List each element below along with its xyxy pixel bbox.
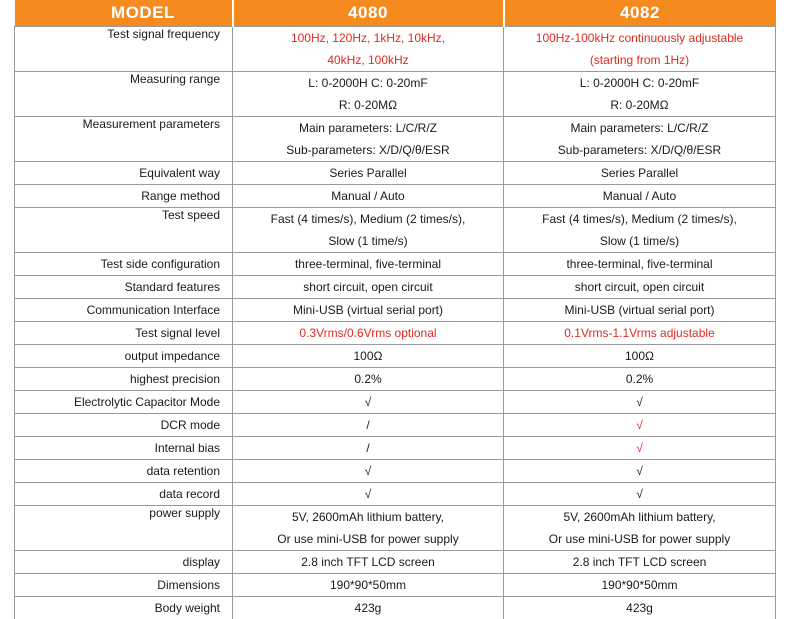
value-4082-cell: [504, 460, 776, 483]
value-4082-line: 100Hz-100kHz continuously adjustable: [512, 27, 767, 49]
value-4082-cell: [504, 299, 776, 322]
value-4080-cell: [233, 391, 504, 414]
value-4080-cell: [233, 506, 504, 551]
spec-label: Measurement parameters: [15, 117, 233, 162]
table-row: [15, 72, 776, 117]
value-4080-cell: [233, 185, 504, 208]
value-4082-line: √: [512, 391, 767, 413]
spec-label: data retention: [15, 460, 233, 483]
value-4082-line: Fast (4 times/s), Medium (2 times/s),: [512, 208, 767, 230]
value-4082-cell: [504, 162, 776, 185]
spec-label: highest precision: [15, 368, 233, 391]
value-4082-line: (starting from 1Hz): [512, 49, 767, 71]
value-4080-cell: [233, 72, 504, 117]
value-4082-line: R: 0-20MΩ: [512, 94, 767, 116]
table-row: [15, 506, 776, 551]
value-4080-cell: [233, 117, 504, 162]
value-4082-line: 423g: [512, 597, 767, 619]
spec-table-frame: [14, 0, 775, 600]
value-4082-cell: [504, 208, 776, 253]
value-4080-line: /: [241, 414, 495, 436]
value-4080-cell: [233, 460, 504, 483]
value-4082-cell: [504, 414, 776, 437]
table-row: [15, 574, 776, 597]
table-row: [15, 460, 776, 483]
value-4080-line: L: 0-2000H C: 0-20mF: [241, 72, 495, 94]
table-row: [15, 299, 776, 322]
spec-label: Measuring range: [15, 72, 233, 117]
value-4082-line: three-terminal, five-terminal: [512, 253, 767, 275]
value-4082-line: Slow (1 time/s): [512, 230, 767, 252]
value-4080-line: Sub-parameters: X/D/Q/θ/ESR: [241, 139, 495, 161]
spec-label: power supply: [15, 506, 233, 551]
spec-label: Test speed: [15, 208, 233, 253]
value-4080-line: Slow (1 time/s): [241, 230, 495, 252]
value-4082-cell: [504, 551, 776, 574]
table-row: [15, 551, 776, 574]
table-row: [15, 345, 776, 368]
table-row: [15, 483, 776, 506]
value-4080-line: 190*90*50mm: [241, 574, 495, 596]
spec-comparison-table: [14, 0, 776, 619]
table-row: [15, 208, 776, 253]
value-4082-line: Sub-parameters: X/D/Q/θ/ESR: [512, 139, 767, 161]
value-4080-line: 423g: [241, 597, 495, 619]
value-4080-cell: [233, 437, 504, 460]
value-4080-line: 100Hz, 120Hz, 1kHz, 10kHz,: [241, 27, 495, 49]
table-row: [15, 253, 776, 276]
value-4080-cell: [233, 574, 504, 597]
value-4082-cell: [504, 117, 776, 162]
table-row: [15, 27, 776, 72]
value-4080-line: √: [241, 391, 495, 413]
value-4082-line: √: [512, 483, 767, 505]
value-4080-line: 0.3Vrms/0.6Vrms optional: [241, 322, 495, 344]
spec-label: Internal bias: [15, 437, 233, 460]
value-4082-cell: [504, 574, 776, 597]
value-4082-line: L: 0-2000H C: 0-20mF: [512, 72, 767, 94]
table-row: [15, 414, 776, 437]
model-4082-header: 4082: [504, 0, 776, 27]
spec-label: Test signal frequency: [15, 27, 233, 72]
value-4080-cell: [233, 551, 504, 574]
value-4080-line: √: [241, 460, 495, 482]
value-4080-line: 5V, 2600mAh lithium battery,: [241, 506, 495, 528]
spec-label: Electrolytic Capacitor Mode: [15, 391, 233, 414]
table-row: [15, 391, 776, 414]
spec-label: Equivalent way: [15, 162, 233, 185]
value-4082-cell: [504, 437, 776, 460]
value-4082-cell: [504, 322, 776, 345]
value-4080-line: Or use mini-USB for power supply: [241, 528, 495, 550]
spec-label: DCR mode: [15, 414, 233, 437]
value-4080-cell: [233, 276, 504, 299]
value-4080-line: Fast (4 times/s), Medium (2 times/s),: [241, 208, 495, 230]
value-4080-line: three-terminal, five-terminal: [241, 253, 495, 275]
table-row: [15, 117, 776, 162]
spec-label: Body weight: [15, 597, 233, 619]
value-4082-line: √: [512, 460, 767, 482]
table-row: [15, 276, 776, 299]
spec-label: Range method: [15, 185, 233, 208]
value-4080-line: 100Ω: [241, 345, 495, 367]
value-4082-cell: [504, 597, 776, 619]
value-4080-cell: [233, 299, 504, 322]
value-4082-cell: [504, 185, 776, 208]
value-4080-line: /: [241, 437, 495, 459]
value-4080-line: R: 0-20MΩ: [241, 94, 495, 116]
value-4082-line: 190*90*50mm: [512, 574, 767, 596]
model-header: MODEL: [15, 0, 233, 27]
value-4080-line: √: [241, 483, 495, 505]
value-4082-line: Manual / Auto: [512, 185, 767, 207]
value-4080-cell: [233, 597, 504, 619]
value-4082-cell: [504, 345, 776, 368]
table-body: [15, 27, 776, 619]
value-4082-line: √: [512, 414, 767, 436]
value-4082-line: Mini-USB (virtual serial port): [512, 299, 767, 321]
spec-label: display: [15, 551, 233, 574]
value-4080-line: Series Parallel: [241, 162, 495, 184]
spec-label: data record: [15, 483, 233, 506]
table-row: [15, 368, 776, 391]
value-4082-cell: [504, 27, 776, 72]
spec-label: Communication Interface: [15, 299, 233, 322]
value-4080-cell: [233, 483, 504, 506]
spec-label: Test signal level: [15, 322, 233, 345]
value-4082-line: Series Parallel: [512, 162, 767, 184]
table-row: [15, 162, 776, 185]
value-4080-line: 40kHz, 100kHz: [241, 49, 495, 71]
table-row: [15, 185, 776, 208]
value-4080-line: 2.8 inch TFT LCD screen: [241, 551, 495, 573]
value-4082-line: √: [512, 437, 767, 459]
value-4082-line: 0.2%: [512, 368, 767, 390]
table-header-row: [15, 0, 776, 27]
value-4082-cell: [504, 72, 776, 117]
value-4080-cell: [233, 368, 504, 391]
spec-label: output impedance: [15, 345, 233, 368]
value-4082-cell: [504, 368, 776, 391]
spec-label: Dimensions: [15, 574, 233, 597]
value-4080-cell: [233, 322, 504, 345]
value-4082-cell: [504, 483, 776, 506]
value-4080-line: short circuit, open circuit: [241, 276, 495, 298]
value-4082-line: 5V, 2600mAh lithium battery,: [512, 506, 767, 528]
value-4082-cell: [504, 391, 776, 414]
model-4080-header: 4080: [233, 0, 504, 27]
value-4080-cell: [233, 27, 504, 72]
spec-label: Test side configuration: [15, 253, 233, 276]
value-4080-line: Manual / Auto: [241, 185, 495, 207]
value-4082-line: 0.1Vrms-1.1Vrms adjustable: [512, 322, 767, 344]
value-4080-cell: [233, 162, 504, 185]
value-4080-line: 0.2%: [241, 368, 495, 390]
table-row: [15, 437, 776, 460]
value-4082-line: Or use mini-USB for power supply: [512, 528, 767, 550]
value-4082-line: 100Ω: [512, 345, 767, 367]
value-4082-cell: [504, 276, 776, 299]
value-4080-cell: [233, 414, 504, 437]
value-4080-cell: [233, 208, 504, 253]
value-4082-line: 2.8 inch TFT LCD screen: [512, 551, 767, 573]
value-4080-line: Main parameters: L/C/R/Z: [241, 117, 495, 139]
spec-label: Standard features: [15, 276, 233, 299]
value-4082-cell: [504, 506, 776, 551]
table-row: [15, 322, 776, 345]
table-row: [15, 597, 776, 619]
value-4080-line: Mini-USB (virtual serial port): [241, 299, 495, 321]
value-4082-line: short circuit, open circuit: [512, 276, 767, 298]
value-4082-line: Main parameters: L/C/R/Z: [512, 117, 767, 139]
value-4080-cell: [233, 345, 504, 368]
value-4080-cell: [233, 253, 504, 276]
value-4082-cell: [504, 253, 776, 276]
